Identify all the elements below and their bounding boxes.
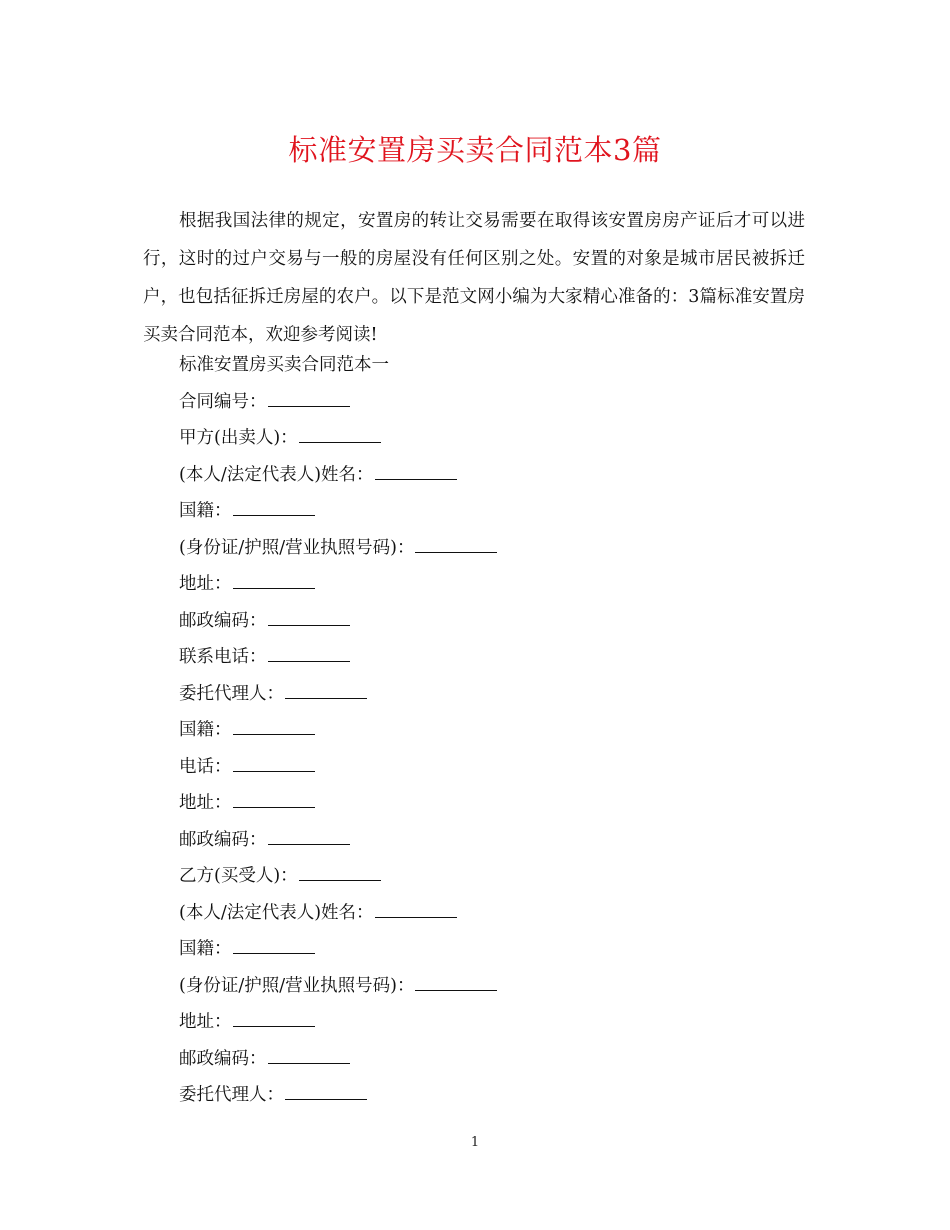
field-party-a-phone <box>179 639 819 676</box>
field-label: 电话： <box>179 756 232 777</box>
field-party-a-name <box>179 457 819 494</box>
fill-in-blank <box>268 1062 350 1064</box>
intro-paragraph: 根据我国法律的规定，安置房的转让交易需要在取得该安置房房产证后才可以进行，这时的过户交易与一般的房屋没有任何区别之处。安置的对象是城市居民被拆迁户，也包括征拆迁房屋的农户。以下是范文网小编为大家精心准备的：3篇标准安置房买卖合同范本，欢迎参考阅读! <box>143 211 805 345</box>
fill-in-blank <box>268 660 350 662</box>
field-party-a-address <box>179 566 819 603</box>
section-heading-text: 标准安置房买卖合同范本一 <box>179 355 389 375</box>
fill-in-blank <box>285 697 367 699</box>
field-label: 委托代理人： <box>179 1085 284 1105</box>
field-label: (身份证/护照/营业执照号码)： <box>179 537 415 558</box>
field-agent-a-address <box>179 785 819 822</box>
field-label: 地址： <box>179 574 232 594</box>
field-label: 合同编号： <box>179 391 267 412</box>
fill-in-blank <box>233 806 315 808</box>
field-party-a <box>179 420 819 457</box>
field-agent-a-phone <box>179 749 819 786</box>
field-party-b-id-number <box>179 968 819 1005</box>
section-heading <box>179 347 819 384</box>
fill-in-blank <box>233 1025 315 1027</box>
field-party-b-postcode <box>179 1041 819 1078</box>
field-label: (本人/法定代表人)姓名： <box>179 902 374 923</box>
field-agent-a-nationality <box>179 712 819 749</box>
fill-in-blank <box>375 478 457 480</box>
page-number: 1 <box>470 1135 480 1150</box>
field-agent-a-postcode <box>179 822 819 859</box>
field-party-b-nationality <box>179 931 819 968</box>
field-label: 乙方(买受人)： <box>179 866 298 886</box>
field-label: 委托代理人： <box>179 683 284 704</box>
field-label: 国籍： <box>179 501 232 521</box>
field-label: 邮政编码： <box>179 1048 267 1069</box>
fill-in-blank <box>415 989 497 991</box>
field-label: 联系电话： <box>179 647 267 667</box>
field-label: 邮政编码： <box>179 610 267 631</box>
contract-field-list <box>179 347 819 1114</box>
fill-in-blank <box>233 587 315 589</box>
field-label: 地址： <box>179 1012 232 1032</box>
field-party-a-nationality <box>179 493 819 530</box>
field-label: (本人/法定代表人)姓名： <box>179 464 374 485</box>
field-party-b-address <box>179 1004 819 1041</box>
field-label: 邮政编码： <box>179 829 267 850</box>
field-party-a-agent <box>179 676 819 713</box>
field-party-b-agent <box>179 1077 819 1114</box>
field-label: 地址： <box>179 793 232 813</box>
fill-in-blank <box>233 952 315 954</box>
fill-in-blank <box>415 551 497 553</box>
fill-in-blank <box>233 514 315 516</box>
field-party-a-id-number <box>179 530 819 567</box>
fill-in-blank <box>233 733 315 735</box>
field-contract-number <box>179 384 819 421</box>
field-label: (身份证/护照/营业执照号码)： <box>179 975 415 996</box>
fill-in-blank <box>268 843 350 845</box>
fill-in-blank <box>375 916 457 918</box>
field-party-b-name <box>179 895 819 932</box>
field-party-a-postcode <box>179 603 819 640</box>
fill-in-blank <box>299 879 381 881</box>
field-label: 国籍： <box>179 939 232 959</box>
fill-in-blank <box>299 441 381 443</box>
fill-in-blank <box>268 624 350 626</box>
fill-in-blank <box>268 405 350 407</box>
fill-in-blank <box>233 770 315 772</box>
document-title: 标准安置房买卖合同范本3篇 <box>288 133 662 167</box>
field-label: 国籍： <box>179 720 232 740</box>
field-label: 甲方(出卖人)： <box>179 428 298 448</box>
fill-in-blank <box>285 1098 367 1100</box>
field-party-b <box>179 858 819 895</box>
